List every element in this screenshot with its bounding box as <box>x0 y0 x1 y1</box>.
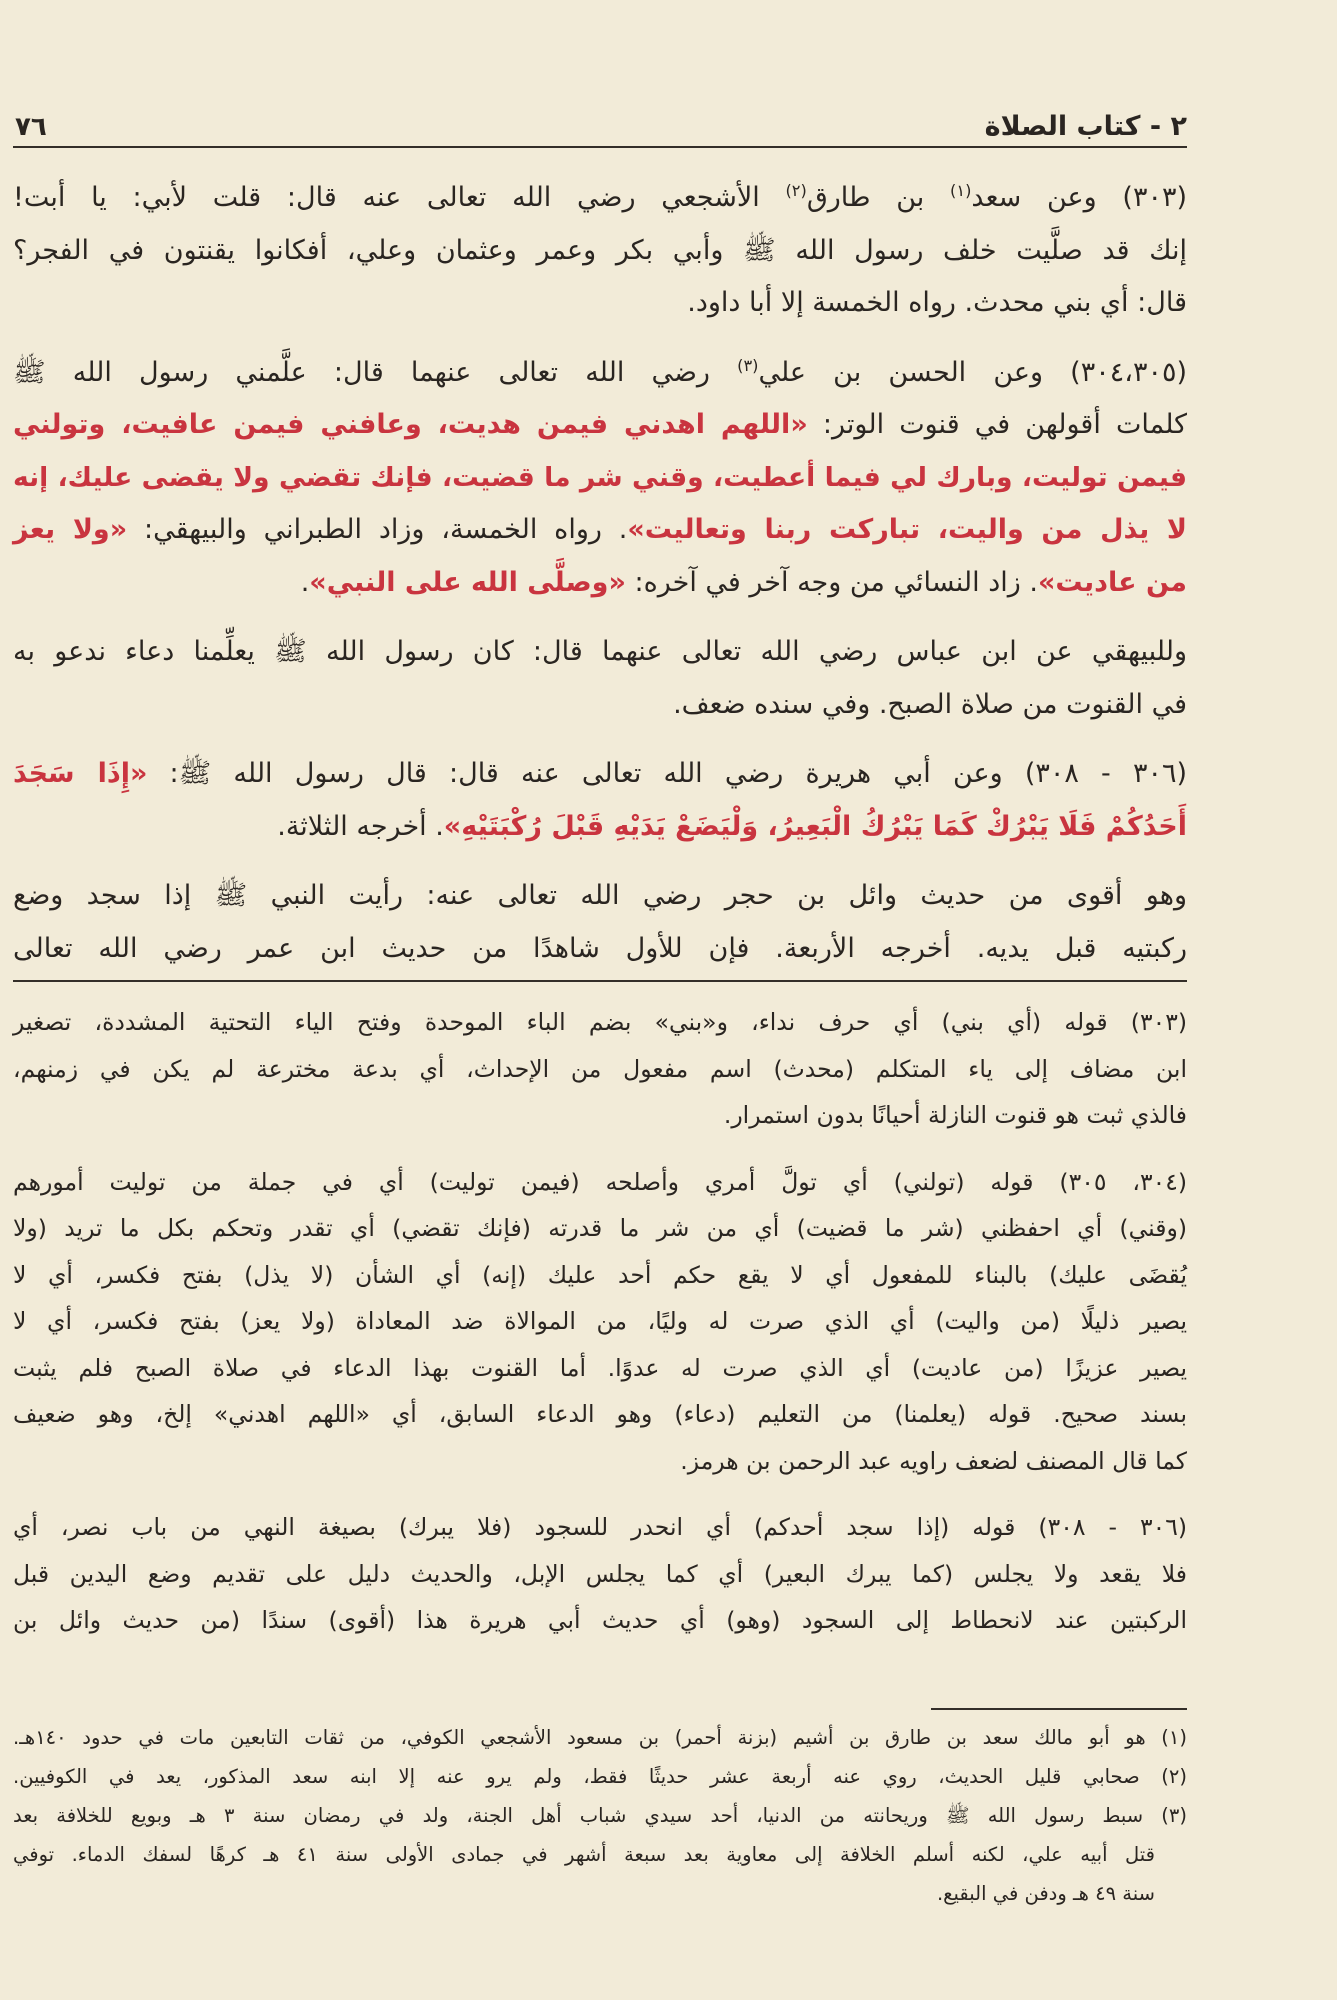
commentary-line: (٣٠٦ - ٣٠٨) قوله (إذا سجد أحدكم) أي انحدر للسجود (فلا يبرك) بصيغة النهي من باب نصر، أي <box>13 1513 1187 1541</box>
text-run: . زاد النسائي من وجه آخر في آخره: <box>625 566 1038 598</box>
footnote-line: (١) هو أبو مالك سعد بن طارق بن أشيم (بزنة أحمر) بن مسعود الأشجعي الكوفي، من ثقات التابعين مات في حدود ١٤٠هـ. <box>13 1726 1187 1749</box>
main-paragraph <box>13 172 1187 330</box>
footnote <box>13 1718 1187 1757</box>
text-run: بن طارق <box>806 182 951 213</box>
footnote <box>13 1796 1187 1913</box>
footnote-rule <box>931 1708 1187 1710</box>
text-commentary-separator <box>13 980 1187 982</box>
footnote-line: (٢) صحابي قليل الحديث، روي عنه أربعة عشر حديثًا فقط، ولم يرو عنه إلا ابنه سعد المذكور، يعد في الكوفيين. <box>13 1765 1187 1788</box>
hadith-text: من عاديت» <box>1037 566 1187 598</box>
commentary-line: فالذي ثبت هو قنوت النازلة أحيانًا بدون استمرار. <box>723 1101 1187 1129</box>
text-run: . رواه الخمسة، وزاد الطبراني والبيهقي: <box>127 514 628 545</box>
footnote-line: (٣) سبط رسول الله ﷺ وريحانته من الدنيا، أحد سيدي شباب أهل الجنة، ولد في رمضان سنة ٣ هـ وبويع للخلافة بعد <box>13 1804 1188 1827</box>
main-text-line <box>13 347 1187 400</box>
main-paragraph <box>13 626 1187 731</box>
hadith-text: «ولا يعز <box>13 514 128 545</box>
main-paragraph <box>13 748 1187 853</box>
main-text-line: قال: أي بني محدث. رواه الخمسة إلا أبا داود. <box>687 287 1187 318</box>
main-text-line: ركبتيه قبل يديه. أخرجه الأربعة. فإن للأول شاهدًا من حديث ابن عمر رضي الله تعالى <box>13 932 1187 964</box>
hadith-text: لا يذل من واليت، تباركت ربنا وتعاليت» <box>627 514 1188 545</box>
commentary-paragraph <box>13 999 1187 1139</box>
commentary-line: (٣٠٤، ٣٠٥) قوله (تولني) أي تولَّ أمري وأصلحه (فيمن توليت) أي في جملة من توليت أمورهم <box>13 1167 1187 1196</box>
hadith-text: أَحَدُكُمْ فَلَا يَبْرُكْ كَمَا يَبْرُكُ الْبَعِيرُ، وَلْيَضَعْ يَدَيْهِ قَبْلَ رُكْبَتَيْهِ» <box>443 810 1187 842</box>
main-paragraph <box>13 347 1187 610</box>
footnote-ref: (٢) <box>785 181 807 200</box>
footnote-ref: (٣) <box>737 355 759 375</box>
text-run: الأشجعي رضي الله تعالى عنه قال: قلت لأبي: يا أبت! <box>13 182 786 213</box>
text-run: رضي الله تعالى عنهما قال: علَّمني رسول الله ﷺ <box>13 356 738 388</box>
hadith-text: «إِذَا سَجَدَ <box>13 758 148 789</box>
main-text-line <box>13 504 1187 557</box>
main-text-line <box>13 452 1187 505</box>
hadith-text: فيمن توليت، وبارك لي فيما أعطيت، وقني شر ما قضيت، فإنك تقضي ولا يقضى عليك، إنه <box>13 461 1187 493</box>
commentary-line: يُقضَى عليك) بالبناء للمفعول أي لا يقع حكم أحد عليك (إنه) أي الشأن (لا يذل) بفتح فكسر، أي لا <box>13 1260 1187 1289</box>
commentary <box>13 999 1187 1644</box>
commentary-line: (وقني) أي احفظني (شر ما قضيت) أي من شر ما قدرته (فإنك تقضي) أي تقدر وتحكم بكل ما تريد (ولا <box>13 1214 1187 1242</box>
main-text-line: في القنوت من صلاة الصبح. وفي سنده ضعف. <box>673 688 1187 720</box>
main-text-line: وهو أقوى من حديث وائل بن حجر رضي الله تعالى عنه: رأيت النبي ﷺ إذا سجد وضع <box>13 880 1187 911</box>
header-rule <box>13 146 1187 148</box>
running-head <box>13 106 1187 148</box>
commentary-line: فلا يقعد ولا يجلس (كما يبرك البعير) أي كما يجلس الإبل، والحديث دليل على تقديم وضع اليدين قبل <box>13 1559 1187 1588</box>
main-text-line <box>13 172 1187 225</box>
footnote-ref: (١) <box>950 181 972 200</box>
commentary-paragraph <box>13 1504 1187 1644</box>
main-text-line: إنك قد صلَّيت خلف رسول الله ﷺ وأبي بكر وعمر وعثمان وعلي، أفكانوا يقنتون في الفجر؟ <box>13 234 1187 266</box>
commentary-paragraph <box>13 1159 1187 1485</box>
hadith-text: «اللهم اهدني فيمن هديت، وعافني فيمن عافيت، وتولني <box>13 409 808 440</box>
main-text-line <box>13 557 1187 610</box>
footnote-line: قتل أبيه علي، لكنه أسلم الخلافة إلى معاوية بعد سبعة أشهر في جمادى الأولى سنة ٤١ هـ كرهًا لسفك الدماء. توفي <box>13 1843 1155 1866</box>
text-run: كلمات أقولهن في قنوت الوتر: <box>807 409 1188 440</box>
main-text-line: وللبيهقي عن ابن عباس رضي الله تعالى عنهما قال: كان رسول الله ﷺ يعلِّمنا دعاء ندعو به <box>13 636 1187 667</box>
text-run: . أخرجه الثلاثة. <box>277 810 444 842</box>
main-text-line <box>13 748 1187 801</box>
commentary-line: (٣٠٣) قوله (أي بني) أي حرف نداء، و«بني» بضم الباء الموحدة وفتح الياء التحتية المشددة، تصغير <box>13 1008 1187 1036</box>
footnote <box>13 1757 1187 1796</box>
text-run: . <box>300 566 310 598</box>
footnote-line: سنة ٤٩ هـ ودفن في البقيع. <box>936 1882 1155 1905</box>
main-text-line <box>13 399 1187 452</box>
main-paragraph <box>13 870 1187 975</box>
commentary-line: بسند صحيح. قوله (يعلمنا) من التعليم (دعاء) وهو الدعاء السابق، أي «اللهم اهدني» إلخ، وهو ضعيف <box>13 1400 1187 1428</box>
commentary-line: يصير عزيزًا (من عاديت) أي الذي صرت له عدوًا. أما القنوت بهذا الدعاء في صلاة الصبح فلم يثبت <box>13 1353 1187 1382</box>
main-text <box>13 172 1187 975</box>
text-run: (٣٠٣) وعن سعد <box>971 182 1187 213</box>
hadith-text: «وصلَّى الله على النبي» <box>309 566 626 598</box>
footnotes <box>13 1718 1187 1913</box>
commentary-line: ابن مضاف إلى ياء المتكلم (محدث) اسم مفعول من الإحداث، أي بدعة مخترعة لم يكن في زمنهم، <box>13 1054 1187 1083</box>
text-run: (٣٠٦ - ٣٠٨) وعن أبي هريرة رضي الله تعالى عنه قال: قال رسول الله ﷺ: <box>147 758 1187 789</box>
chapter-title: ٢ - كتاب الصلاة <box>984 111 1187 142</box>
commentary-line: يصير ذليلًا (من واليت) أي الذي صرت له وليًا، من الموالاة ضد المعاداة (ولا يعز) بفتح فكسر، أي لا <box>13 1307 1187 1335</box>
text-run: (٣٠٤،٣٠٥) وعن الحسن بن علي <box>758 356 1187 388</box>
commentary-line: الركبتين عند لانحطاط إلى السجود (وهو) أي حديث أبي هريرة هذا (أقوى) سندًا (من حديث وائل بن <box>13 1606 1187 1634</box>
page-number: ٧٦ <box>15 112 47 142</box>
commentary-line: كما قال المصنف لضعف راويه عبد الرحمن بن هرمز. <box>680 1446 1187 1475</box>
main-text-line <box>13 801 1187 854</box>
